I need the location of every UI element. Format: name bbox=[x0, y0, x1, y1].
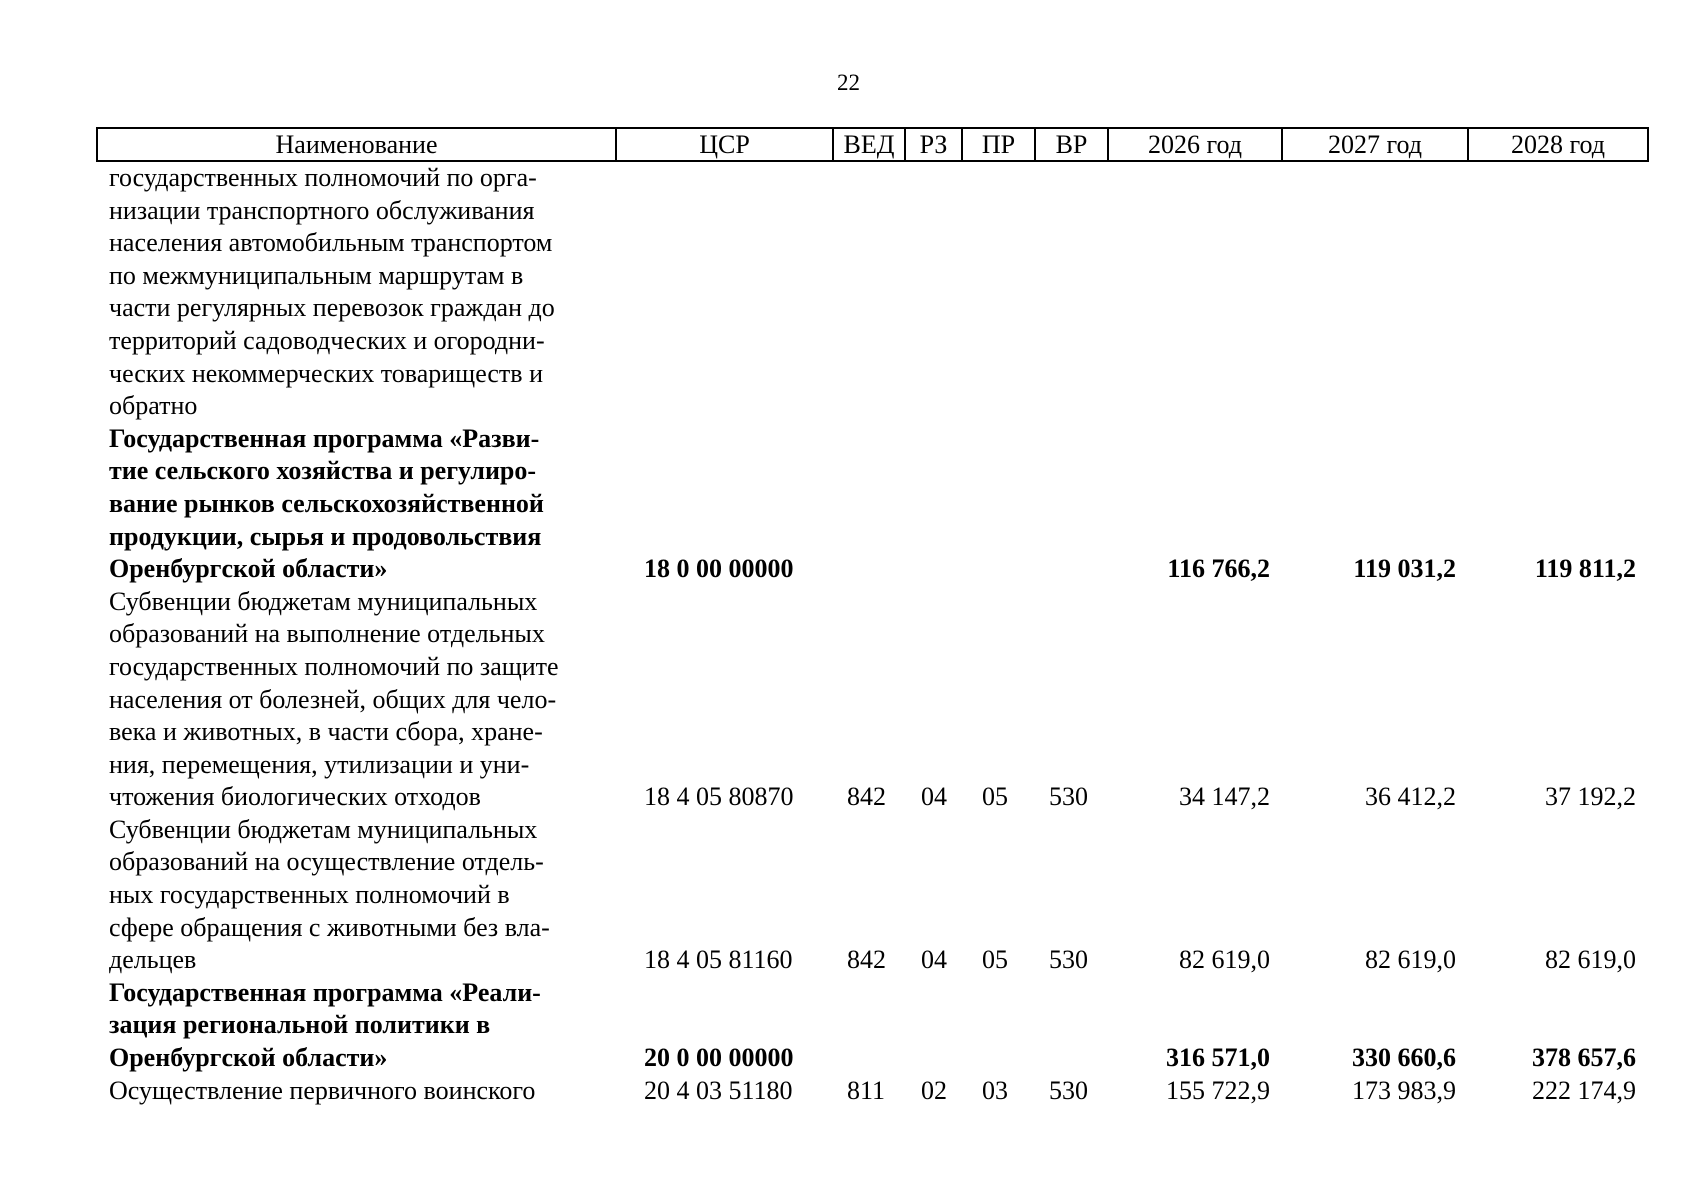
row-name-line: части регулярных перевозок граждан до bbox=[109, 293, 555, 323]
row-y2026-cell: 116 766,2 bbox=[1167, 554, 1270, 584]
row-name-cell bbox=[97, 977, 616, 1075]
row-name-cell bbox=[97, 423, 616, 586]
row-rz-cell: 04 bbox=[921, 782, 947, 812]
row-y2027-cell: 82 619,0 bbox=[1365, 945, 1456, 975]
row-name-line: Государственная программа «Разви- bbox=[109, 423, 540, 453]
row-name-line: обратно bbox=[109, 391, 198, 421]
row-name-line: населения автомобильным транспортом bbox=[109, 228, 553, 258]
row-name-line: Оренбургской области» bbox=[109, 1043, 388, 1073]
header-2026: 2026 год bbox=[1108, 128, 1282, 161]
table-row bbox=[97, 586, 1648, 814]
row-y2026-cell: 82 619,0 bbox=[1179, 945, 1270, 975]
row-pr-cell bbox=[962, 161, 1035, 423]
row-pr-cell bbox=[962, 977, 1035, 1075]
table-row bbox=[97, 814, 1648, 977]
row-rz-cell bbox=[905, 423, 962, 586]
row-csr-cell: 18 0 00 00000 bbox=[644, 554, 794, 584]
row-y2026-cell: 34 147,2 bbox=[1179, 782, 1270, 812]
row-name-line: тие сельского хозяйства и регулиро- bbox=[109, 456, 537, 486]
row-ved-cell: 842 bbox=[847, 945, 886, 975]
row-ved-cell bbox=[833, 977, 905, 1075]
row-y2027-cell: 173 983,9 bbox=[1352, 1075, 1456, 1105]
row-name-line: продукции, сырья и продовольствия bbox=[109, 521, 542, 551]
row-y2026-cell bbox=[1108, 161, 1282, 423]
row-rz-cell: 04 bbox=[921, 945, 947, 975]
row-name-cell bbox=[97, 1075, 616, 1108]
row-y2027-cell: 36 412,2 bbox=[1365, 782, 1456, 812]
header-csr: ЦСР bbox=[616, 128, 833, 161]
row-csr-cell: 18 4 05 80870 bbox=[644, 782, 794, 812]
header-2027: 2027 год bbox=[1282, 128, 1468, 161]
row-name-line: Оренбургской области» bbox=[109, 554, 388, 584]
header-ved: ВЕД bbox=[833, 128, 905, 161]
row-name-line: Осуществление первичного воинского bbox=[109, 1075, 536, 1105]
row-y2027-cell: 330 660,6 bbox=[1352, 1043, 1456, 1073]
table-row bbox=[97, 423, 1648, 586]
row-ved-cell bbox=[833, 423, 905, 586]
row-pr-cell: 05 bbox=[982, 945, 1008, 975]
row-name-line: ния, перемещения, утилизации и уни- bbox=[109, 749, 530, 779]
row-csr-cell: 18 4 05 81160 bbox=[644, 945, 793, 975]
row-vr-cell: 530 bbox=[1049, 782, 1088, 812]
row-ved-cell: 811 bbox=[847, 1075, 886, 1105]
table-row bbox=[97, 977, 1648, 1075]
row-y2026-cell: 155 722,9 bbox=[1166, 1075, 1270, 1105]
row-rz-cell: 02 bbox=[921, 1075, 947, 1105]
row-rz-cell bbox=[905, 161, 962, 423]
row-name-line: по межмуниципальным маршрутам в bbox=[109, 260, 524, 290]
row-name-line: ческих некоммерческих товариществ и bbox=[109, 358, 543, 388]
row-vr-cell: 530 bbox=[1049, 1075, 1088, 1105]
row-vr-cell bbox=[1035, 161, 1108, 423]
page-number: 22 bbox=[837, 70, 860, 95]
header-2028: 2028 год bbox=[1468, 128, 1648, 161]
row-y2028-cell: 82 619,0 bbox=[1545, 945, 1636, 975]
row-y2026-cell: 316 571,0 bbox=[1166, 1043, 1270, 1073]
header-name: Наименование bbox=[97, 128, 616, 161]
row-name-line: низации транспортного обслуживания bbox=[109, 195, 535, 225]
row-name-line: века и животных, в части сбора, хране- bbox=[109, 717, 543, 747]
row-name-cell bbox=[97, 814, 616, 977]
row-csr-cell: 20 4 03 51180 bbox=[644, 1075, 793, 1105]
row-name-line: территорий садоводческих и огородни- bbox=[109, 325, 545, 355]
row-csr-cell bbox=[616, 161, 833, 423]
header-rz: РЗ bbox=[905, 128, 962, 161]
row-name-line: дельцев bbox=[109, 945, 197, 975]
header-vr: ВР bbox=[1035, 128, 1108, 161]
row-name-line: образований на выполнение отдельных bbox=[109, 619, 545, 649]
row-name-line: зация региональной политики в bbox=[109, 1010, 491, 1040]
row-name-line: Субвенции бюджетам муниципальных bbox=[109, 814, 538, 844]
budget-table bbox=[96, 127, 1649, 1107]
row-ved-cell: 842 bbox=[847, 782, 886, 812]
row-rz-cell bbox=[905, 977, 962, 1075]
table-header-row bbox=[97, 128, 1648, 161]
header-pr: ПР bbox=[962, 128, 1035, 161]
table-row bbox=[97, 1075, 1648, 1108]
row-pr-cell bbox=[962, 423, 1035, 586]
row-vr-cell bbox=[1035, 977, 1108, 1075]
row-name-cell bbox=[97, 161, 616, 423]
row-name-line: ных государственных полномочий в bbox=[109, 880, 510, 910]
row-pr-cell: 05 bbox=[982, 782, 1008, 812]
row-y2028-cell bbox=[1468, 161, 1648, 423]
row-name-line: Государственная программа «Реали- bbox=[109, 977, 541, 1007]
row-y2028-cell: 119 811,2 bbox=[1534, 554, 1636, 584]
row-ved-cell bbox=[833, 161, 905, 423]
row-name-cell bbox=[97, 586, 616, 814]
row-pr-cell: 03 bbox=[982, 1075, 1008, 1105]
row-y2028-cell: 37 192,2 bbox=[1545, 782, 1636, 812]
row-vr-cell bbox=[1035, 423, 1108, 586]
row-name-line: чтожения биологических отходов bbox=[109, 782, 481, 812]
row-y2027-cell: 119 031,2 bbox=[1353, 554, 1456, 584]
row-csr-cell: 20 0 00 00000 bbox=[644, 1043, 794, 1073]
row-name-line: сфере обращения с животными без вла- bbox=[109, 912, 550, 942]
row-name-line: вание рынков сельскохозяйственной bbox=[109, 488, 544, 518]
row-y2028-cell: 222 174,9 bbox=[1532, 1075, 1636, 1105]
row-y2028-cell: 378 657,6 bbox=[1532, 1043, 1636, 1073]
row-name-line: государственных полномочий по защите bbox=[109, 651, 559, 681]
table-body bbox=[97, 161, 1648, 1107]
row-vr-cell: 530 bbox=[1049, 945, 1088, 975]
row-name-line: Субвенции бюджетам муниципальных bbox=[109, 586, 538, 616]
row-name-line: населения от болезней, общих для чело- bbox=[109, 684, 557, 714]
row-name-line: образований на осуществление отдель- bbox=[109, 847, 544, 877]
row-name-line: государственных полномочий по орга- bbox=[109, 163, 537, 192]
table-row bbox=[97, 161, 1648, 423]
row-y2027-cell bbox=[1282, 161, 1468, 423]
